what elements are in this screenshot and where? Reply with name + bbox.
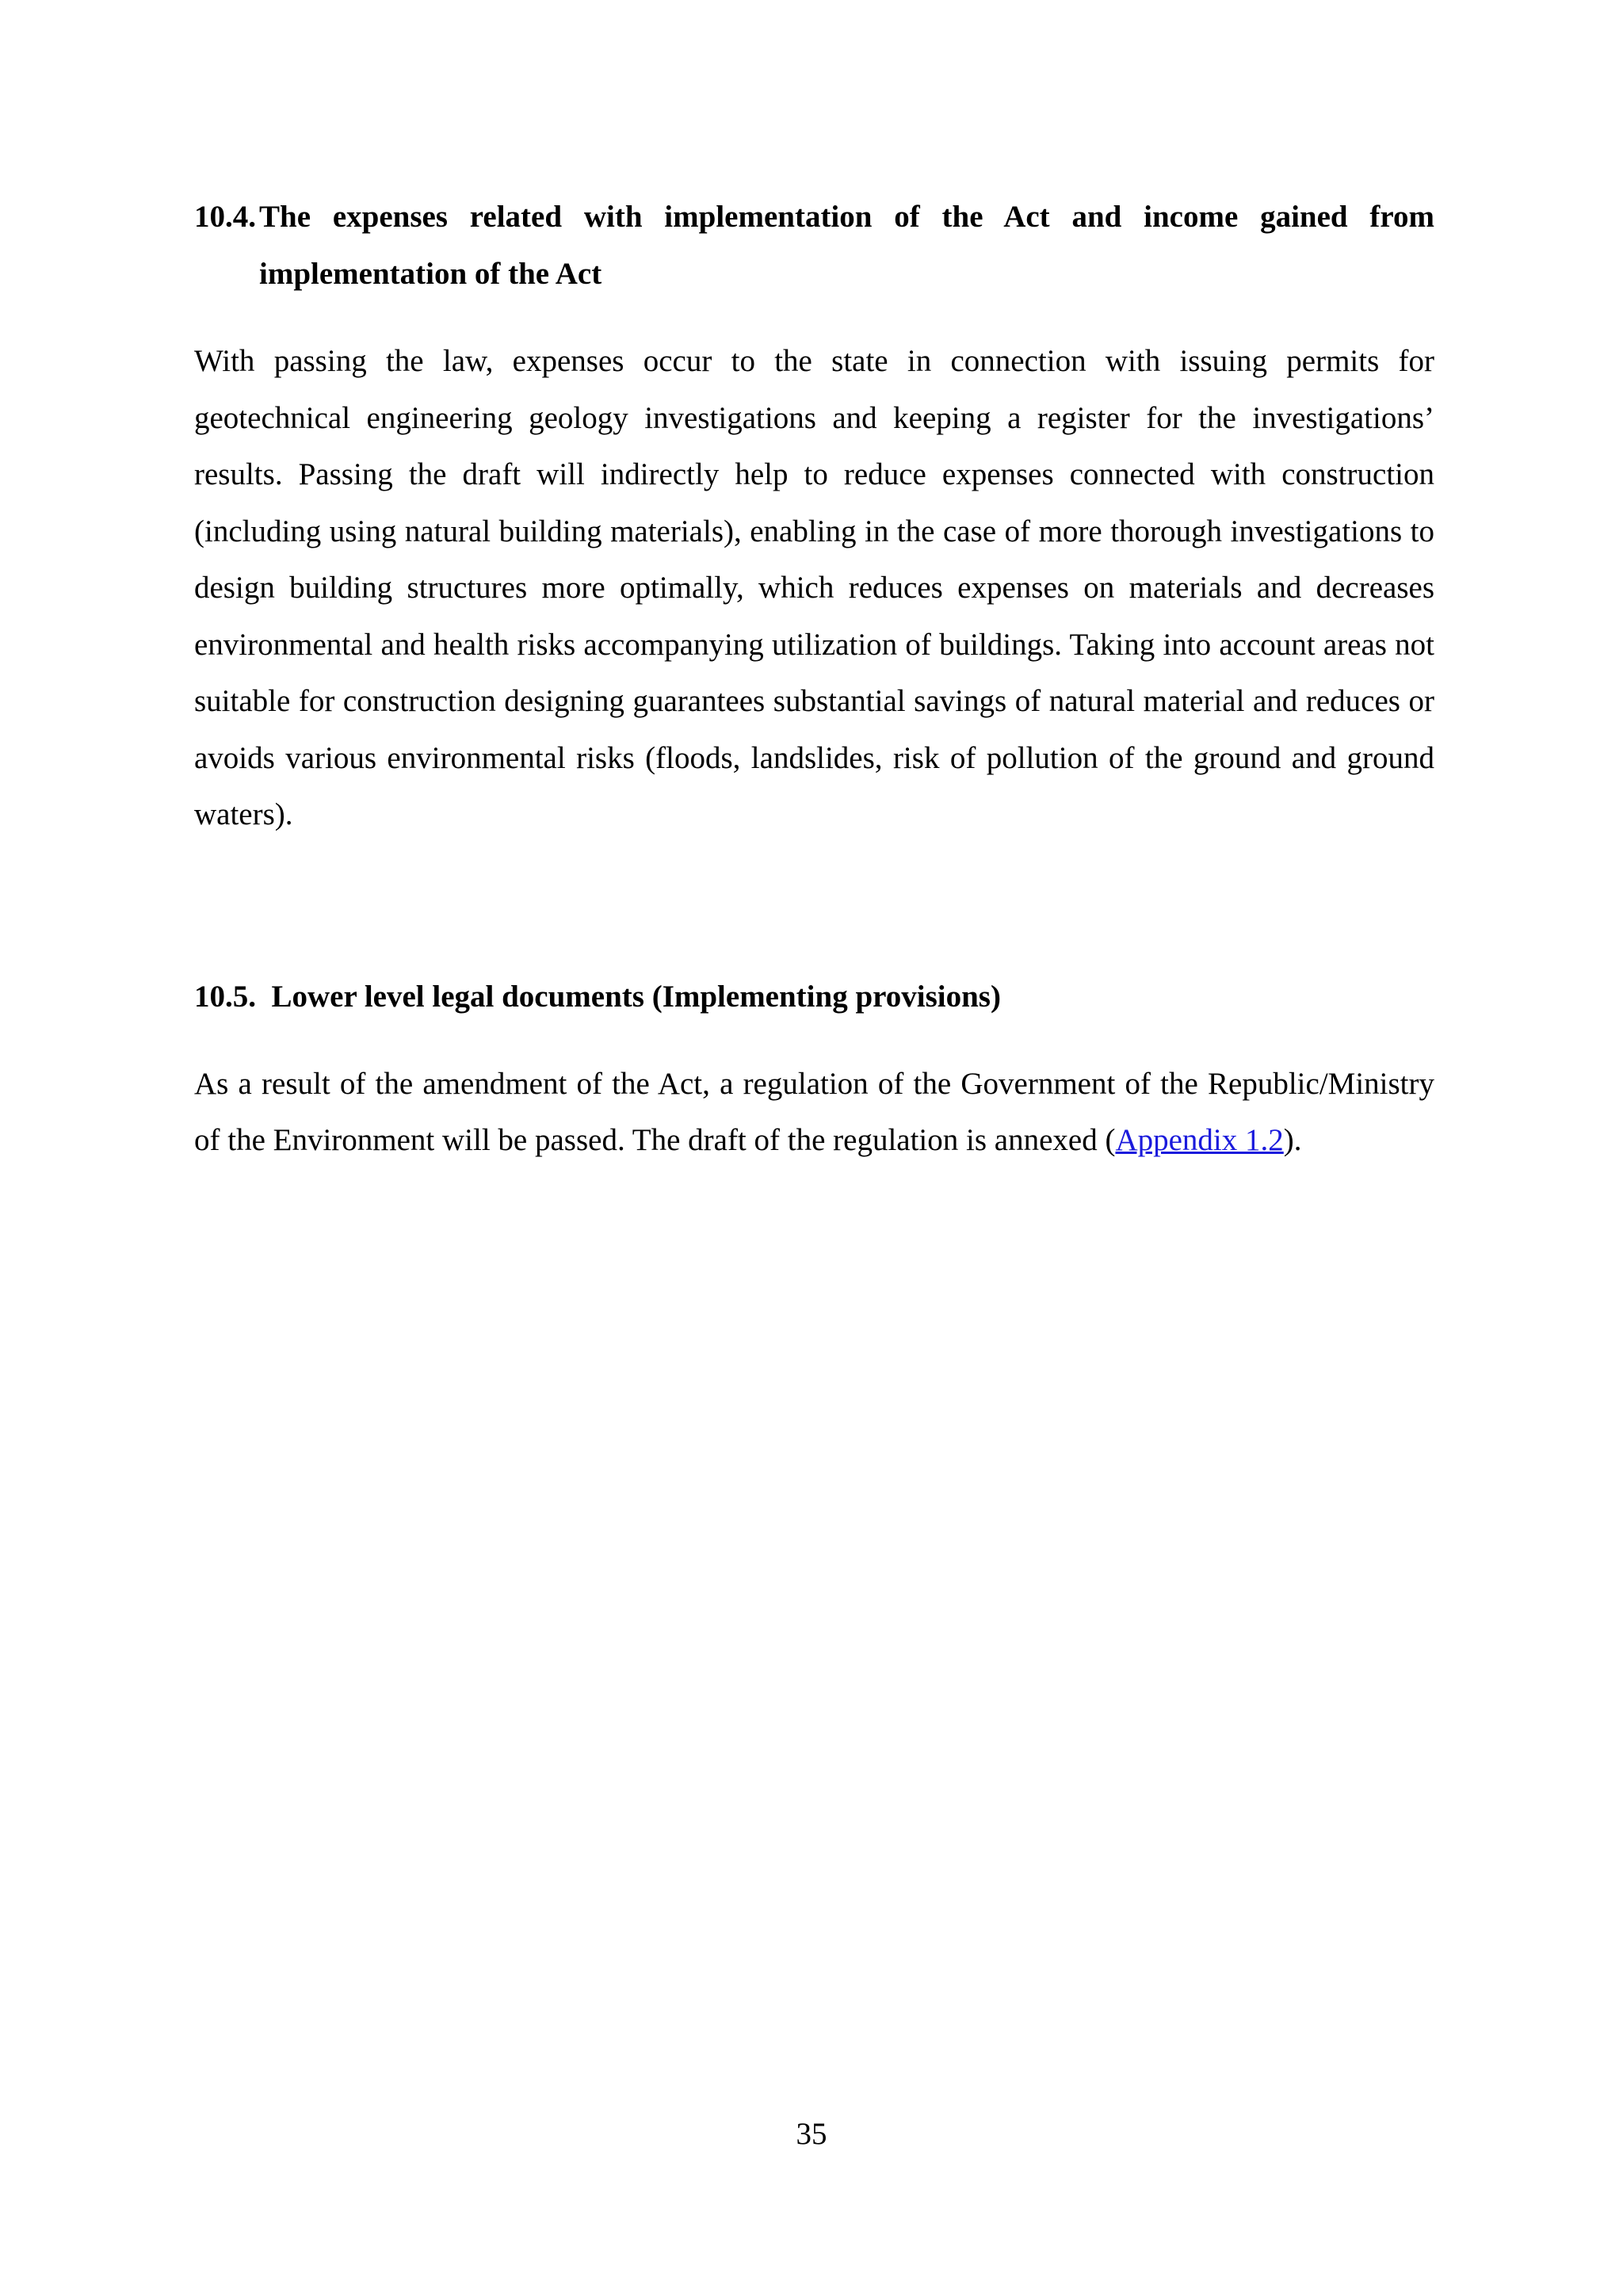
- section-10-4-heading: [194, 189, 1434, 303]
- section-10-5-text-after-link: ).: [1283, 1123, 1302, 1157]
- section-10-5-paragraph: [194, 1056, 1434, 1169]
- section-10-4-title: The expenses related with implementation of the Act and income gained from implementation of the Act: [259, 200, 1434, 291]
- appendix-1-2-link[interactable]: Appendix 1.2: [1115, 1123, 1284, 1157]
- section-10-4-number: 10.4.: [194, 200, 256, 234]
- section-10-4-paragraph: With passing the law, expenses occur to the state in connection with issuing permits for geotechnical engineering geology investigations and keeping a register for the investigations’ results. Passing the draft will indirectly help to reduce expenses connected with construction (including using natural building materials), enabling in the case of more thorough investigations to design building structures more optimally, which reduces expenses on materials and decreases environmental and health risks accompanying utilization of buildings. Taking into account areas not suitable for construction designing guarantees substantial savings of natural material and reduces or avoids various environmental risks (floods, landslides, risk of pollution of the ground and ground waters).: [194, 344, 1434, 831]
- page-number: 35: [796, 2117, 827, 2151]
- section-10-5-number: 10.5.: [194, 979, 256, 1014]
- section-10-5-title: Lower level legal documents (Implementing provisions): [271, 979, 1001, 1014]
- section-10-5-text-before-link: As a result of the amendment of the Act, a regulation of the Government of the Republic/Ministry of the Environment will be passed. The draft of the regulation is annexed (: [194, 1066, 1434, 1157]
- section-10-5-heading: [194, 968, 1434, 1026]
- page-content: [194, 189, 1434, 1169]
